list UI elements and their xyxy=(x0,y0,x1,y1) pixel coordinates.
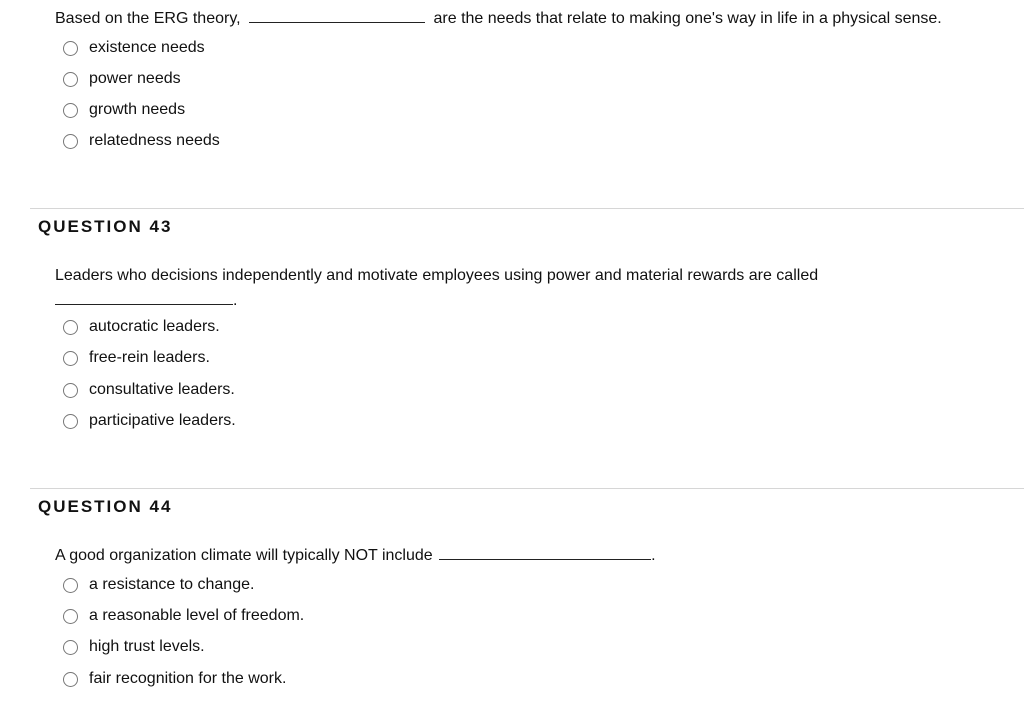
question-43-blank-line xyxy=(55,290,237,311)
option-label: relatedness needs xyxy=(89,132,220,149)
question-42-text xyxy=(55,8,942,29)
radio-button[interactable] xyxy=(63,640,78,655)
option-label: existence needs xyxy=(89,39,205,56)
answer-blank xyxy=(55,290,233,305)
question-text-before: A good organization climate will typically NOT include xyxy=(55,547,433,564)
option-label: a resistance to change. xyxy=(89,576,255,593)
divider xyxy=(30,488,1024,489)
option-existence-needs[interactable] xyxy=(63,37,205,59)
option-participative-leaders[interactable] xyxy=(63,410,236,432)
radio-button[interactable] xyxy=(63,414,78,429)
answer-blank xyxy=(439,545,651,560)
radio-button[interactable] xyxy=(63,672,78,687)
radio-button[interactable] xyxy=(63,383,78,398)
option-label: fair recognition for the work. xyxy=(89,670,287,687)
option-label: free-rein leaders. xyxy=(89,349,210,366)
option-high-trust[interactable] xyxy=(63,636,205,658)
radio-button[interactable] xyxy=(63,72,78,87)
option-consultative-leaders[interactable] xyxy=(63,379,235,401)
radio-button[interactable] xyxy=(63,103,78,118)
radio-button[interactable] xyxy=(63,578,78,593)
option-power-needs[interactable] xyxy=(63,68,181,90)
question-43-header: QUESTION 43 xyxy=(38,217,173,236)
radio-button[interactable] xyxy=(63,320,78,335)
option-reasonable-freedom[interactable] xyxy=(63,605,304,627)
question-43-text: Leaders who decisions independently and motivate employees using power and material rewards are called xyxy=(55,267,819,284)
question-text-before: Based on the ERG theory, xyxy=(55,10,241,27)
option-fair-recognition[interactable] xyxy=(63,668,286,690)
option-label: power needs xyxy=(89,70,181,87)
question-text-after: are the needs that relate to making one's way in life in a physical sense. xyxy=(433,10,942,27)
question-44-header: QUESTION 44 xyxy=(38,497,173,516)
option-label: a reasonable level of freedom. xyxy=(89,607,305,624)
question-text-after: . xyxy=(233,292,238,309)
option-label: growth needs xyxy=(89,101,186,118)
option-autocratic-leaders[interactable] xyxy=(63,316,220,338)
option-label: participative leaders. xyxy=(89,412,236,429)
radio-button[interactable] xyxy=(63,41,78,56)
radio-button[interactable] xyxy=(63,609,78,624)
answer-blank xyxy=(249,8,425,23)
option-resistance-to-change[interactable] xyxy=(63,574,254,596)
option-relatedness-needs[interactable] xyxy=(63,130,220,152)
radio-button[interactable] xyxy=(63,351,78,366)
question-44-text xyxy=(55,545,656,566)
option-free-rein-leaders[interactable] xyxy=(63,347,210,369)
option-label: autocratic leaders. xyxy=(89,318,220,335)
question-text-after: . xyxy=(651,547,656,564)
option-label: consultative leaders. xyxy=(89,381,235,398)
option-label: high trust levels. xyxy=(89,638,205,655)
radio-button[interactable] xyxy=(63,134,78,149)
option-growth-needs[interactable] xyxy=(63,99,185,121)
divider xyxy=(30,208,1024,209)
